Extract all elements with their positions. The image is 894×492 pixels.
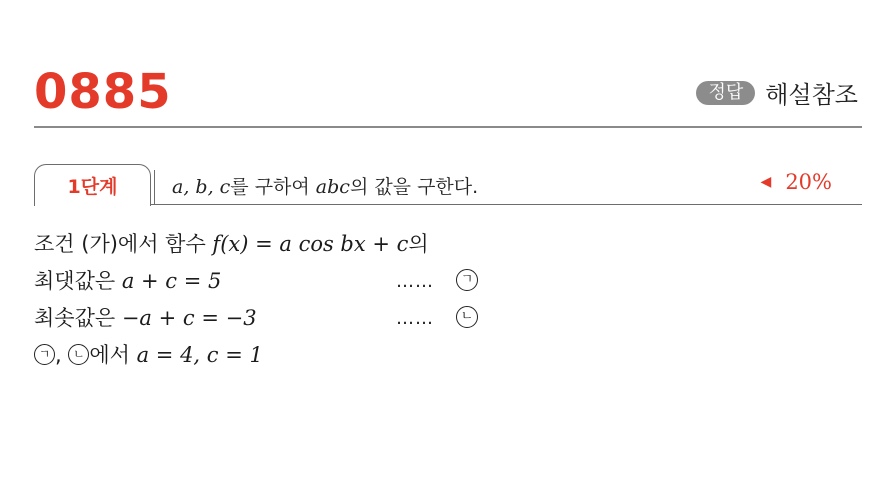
step-desc-text2: 의 값을 구한다. <box>349 176 479 198</box>
line2-dots: …… <box>396 271 434 292</box>
solution-line-4 <box>34 337 862 374</box>
line2-prefix: 최댓값은 <box>34 269 122 293</box>
circled-giyeok-marker: ㄱ <box>456 269 478 291</box>
line4-prefix: 에서 <box>89 343 137 367</box>
step-underline <box>151 204 862 205</box>
circled-nieun-marker: ㄴ <box>456 306 478 328</box>
step-score <box>761 170 832 194</box>
solution-line-1 <box>34 226 862 263</box>
answer-badge: 정답 <box>696 81 755 105</box>
header-divider <box>34 126 862 128</box>
circled-giyeok-ref: ㄱ <box>34 344 55 365</box>
line3-prefix: 최솟값은 <box>34 306 122 330</box>
problem-number: 0885 <box>34 64 172 120</box>
answer-text: 해설참조 <box>765 81 858 109</box>
line3-dots: …… <box>396 308 434 329</box>
step-description <box>172 172 478 199</box>
line1-suffix: 의 <box>408 232 429 256</box>
step-desc-text1: 를 구하여 <box>230 176 316 198</box>
line4-sep: , <box>55 343 69 367</box>
step-row <box>34 164 862 208</box>
step-divider <box>154 170 155 204</box>
triangle-left-icon: ◀ <box>760 174 772 190</box>
step-badge: 1단계 <box>34 164 151 206</box>
line2-math: a + c = 5 <box>121 269 222 293</box>
step-score-value: 20% <box>785 170 832 194</box>
step-desc-vars: a, b, c <box>172 176 231 198</box>
step-desc-abc: abc <box>315 176 350 198</box>
line3-math: −a + c = −3 <box>121 306 257 330</box>
solution-line-3 <box>34 300 862 337</box>
circled-nieun-ref: ㄴ <box>68 344 89 365</box>
solution-line-2 <box>34 263 862 300</box>
line1-math: f(x) = a cos bx + c <box>212 232 409 256</box>
answer-area <box>696 75 858 110</box>
line1-prefix: 조건 (가)에서 함수 <box>34 232 213 256</box>
solution-body <box>34 226 862 374</box>
line4-math: a = 4, c = 1 <box>136 343 263 367</box>
